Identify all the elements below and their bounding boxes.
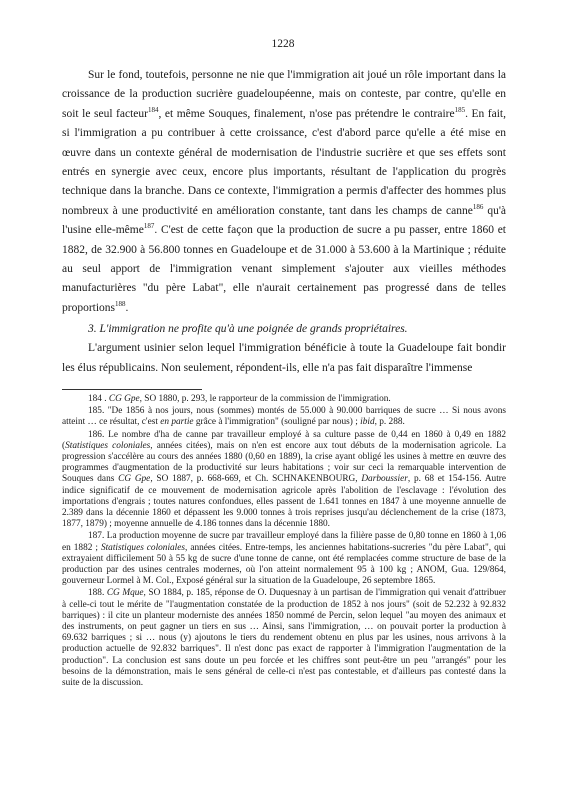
footnote-185: 185. "De 1856 à nos jours, nous (sommes) montés de 55.000 à 90.000 barriques de sucre … Si nous avons atteint … ce résultat, c'est en partie grâce à l'immigration" (souligné par nous) ; ibid, p. 288. bbox=[62, 406, 506, 428]
page-number: 1228 bbox=[271, 38, 295, 50]
footnote-divider bbox=[62, 389, 202, 390]
section-3 bbox=[62, 320, 506, 378]
footnote-188: 188. CG Mque, SO 1884, p. 185, réponse de O. Duquesnay à un partisan de l'immigration qui venait d'attribuer à celle-ci tout le mérite de "l'augmentation constatée de la production de 1852 à nos jours" (soit de 52.232 à 92.832 barriques) : il cite un planteur moderniste des années 1850 nommé de Percin, selon lequel "au moyen des animaux et des instruments, on peut gagner un tiers en sus … Ainsi, sans l'immigration, … on pouvait porter la production à 69.632 barriques ; si … nous (y) ajoutons le tiers du rendement obtenu en plus par les usines, nous arrivons à la production actuelle de 92.832 barriques". Il n'est donc pas exact de rapporter à l'immigration l'augmentation de la production". La conclusion est sans doute un peu forcée et les chiffres sont peut-être un peu "arrangés" pour les besoins de la démonstration, mais le sens général de celle-ci n'est pas contestable, et d'ailleurs pas contesté dans la suite de la discussion. bbox=[62, 588, 506, 689]
footnote-ref-188: 188 bbox=[115, 300, 126, 309]
section-paragraph: L'argument usinier selon lequel l'immigration bénéficie à toute la Guadeloupe fait bondir les élus républicains. Non seulement, répondent-ils, elle n'a pas fait disparaître l'immense bbox=[62, 342, 506, 374]
main-paragraph: Sur le fond, toutefois, personne ne nie que l'immigration ait joué un rôle important dans la croissance de la production sucrière guadeloupéenne, mais on conteste, par contre, qu'elle en soit le seul facteur$^{184}$, et même Souques, finalement, n'ose pas prétendre le contraire$^{185}$. En fait, si l'immigration a pu contribuer à cette croissance, c'est d'abord parce qu'elle a été mise en œuvre dans un contexte général de modernisation de l'industrie sucrière et que ses effets sont entrés en synergie avec ceux, encore plus importants, résultant de l'application du progrès technique dans la branche. Dans ce contexte, l'immigration a permis d'affecter des hommes plus nombreux à une productivité en amélioration constante, tant dans les champs de canne$^{186}$ qu'à l'usine elle-même$^{187}$. C'est de cette façon que la production de sucre a pu passer, entre 1860 et 1882, de 32.900 à 56.800 tonnes en Guadeloupe et de 31.000 à 53.600 à la Martinique ; réduite au seul apport de l'immigration venant simplement s'ajouter aux vieilles méthodes manufacturières "du père Labat", elle n'aurait certainement pas progressé dans de telles proportions$^{188}$. bbox=[62, 69, 507, 314]
footnote-ref-185: 185 bbox=[454, 105, 466, 114]
footnote-186: 186. Le nombre d'ha de canne par travailleur employé à sa culture passe de 0,44 en 1860 à 0,49 en 1882 (Statistiques coloniales, années citées), mais on n'en est encore aux tout débuts de la modernisation agricole. La progression s'accélère au cours des années 1880 (0,60 en 1889), la crise ayant obligé les usines à mettre en œuvre des programmes d'augmentation de la productivité sur leurs habitations ; voir sur ceci la remarquable intervention de Souques dans CG Gpe, SO 1887, p. 668-669, et Ch. SCHNAKENBOURG, Darboussier, p. 68 et 154-156. Autre indice significatif de ce mouvement de modernisation agricole après l'abolition de l'esclavage : l'évolution des importations d'engrais ; toutes natures confondues, elles passent de 1.641 tonnes en 1847 à une moyenne annuelle de 2.389 dans la décennie 1860 et dépassent les 9.000 tonnes à trois reprises jusqu'au déclenchement de la crise (1873, 1877, 1879) ; moyenne annuelle de 4.186 tonnes dans la décennie 1880. bbox=[62, 429, 507, 530]
footnote-187: 187. La production moyenne de sucre par travailleur employé dans la filière passe de 0,80 tonne en 1860 à 1,06 en 1882 ; Statistiques coloniales, années citées. Entre-temps, les anciennes habitations-sucreries "du père Labat", qui extrayaient difficilement 50 à 55 kg de sucre d'une tonne de canne, ont été remplacées comme structure de base de la production par des usines centrales modernes, où l'on atteint normalement 95 à 100 kg ; ANOM, Gua. 129/864, gouverneur Lormel à M. Col., Exposé général sur la situation de la Guadeloupe, 26 septembre 1865. bbox=[62, 531, 506, 587]
footnote-184: 184 . CG Gpe, SO 1880, p. 293, le rapporteur de la commission de l'immigration. bbox=[88, 394, 391, 404]
main-text bbox=[62, 66, 506, 318]
footnotes bbox=[62, 394, 506, 690]
footnote-ref-184: 184 bbox=[147, 105, 159, 114]
footnote-ref-186: 186 bbox=[472, 203, 484, 212]
footnote-ref-187: 187 bbox=[143, 222, 155, 231]
section-heading: 3. L'immigration ne profite qu'à une poignée de grands propriétaires. bbox=[88, 323, 408, 335]
